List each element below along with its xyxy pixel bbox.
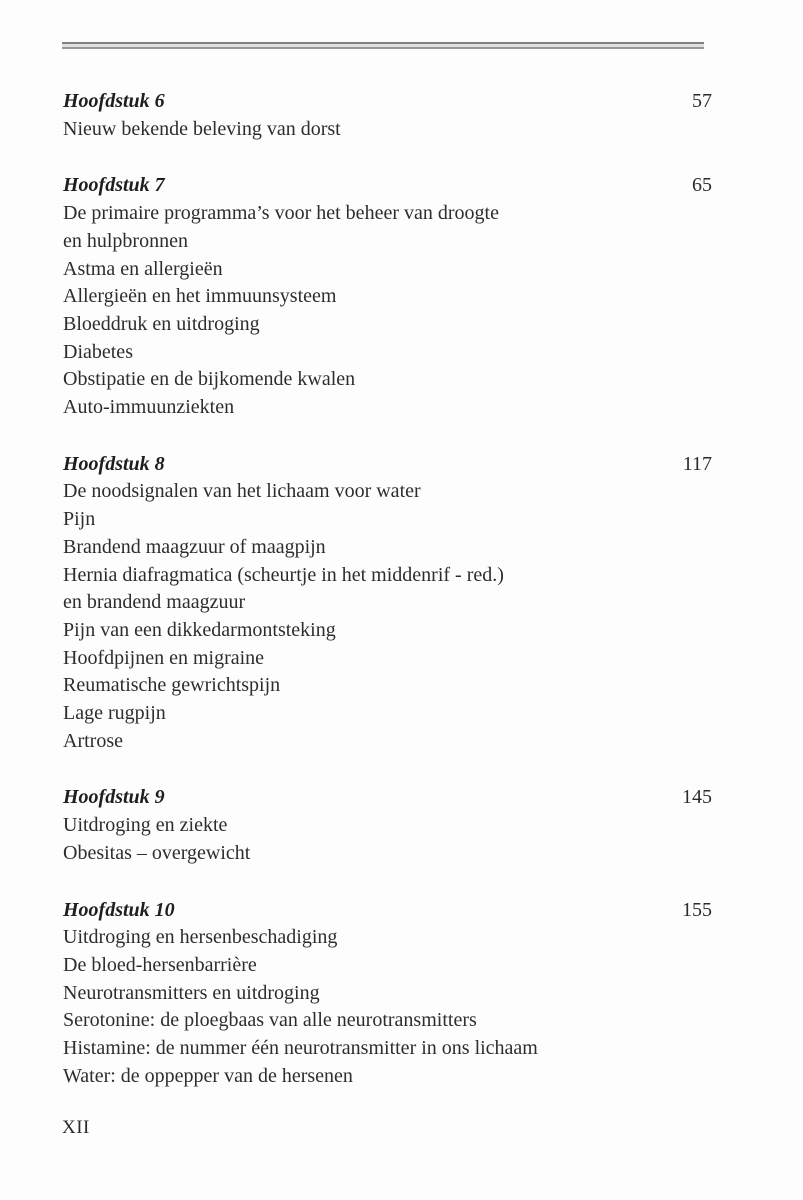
toc-item: Astma en allergieën [63,257,223,280]
toc-item: Pijn [63,508,96,531]
toc-section [63,451,712,756]
toc-section [63,88,712,143]
chapter-heading-row [63,172,712,200]
toc-item: en brandend maagzuur [63,591,246,614]
chapter-title: Hoofdstuk 9 [63,786,165,809]
toc-item: en hulpbronnen [63,229,188,252]
chapter-page-number: 57 [692,90,712,112]
toc-item: Water: de oppepper van de hersenen [63,1064,353,1087]
toc-item: Lage rugpijn [63,702,166,725]
toc-item: Diabetes [63,340,133,363]
toc-item: Bloeddruk en uitdroging [63,312,260,335]
toc-item: Neurotransmitters en uitdroging [63,981,320,1004]
toc-item: Brandend maagzuur of maagpijn [63,535,326,558]
toc-section [63,784,712,867]
toc-item: Histamine: de nummer één neurotransmitter in ons lichaam [63,1037,538,1060]
toc-item: Nieuw bekende beleving van dorst [63,117,341,140]
toc-item: Artrose [63,729,123,752]
toc-item: Serotonine: de ploegbaas van alle neurotransmitters [63,1009,477,1032]
chapter-page-number: 117 [682,452,712,475]
chapter-title: Hoofdstuk 6 [63,90,165,112]
chapter-heading-row [63,897,712,925]
chapter-heading-row [63,88,712,116]
toc-item: De primaire programma’s voor het beheer van droogte [63,202,499,225]
toc-item: Obstipatie en de bijkomende kwalen [63,368,356,391]
chapter-title: Hoofdstuk 8 [63,452,165,475]
chapter-title: Hoofdstuk 10 [63,898,175,921]
page-number-roman: XII [62,1117,90,1138]
toc-section [63,897,712,1091]
toc-item: Uitdroging en ziekte [63,814,228,837]
toc-item: Reumatische gewrichtspijn [63,674,281,697]
toc-item: Allergieën en het immuunsysteem [63,285,337,308]
toc-item: De bloed-hersenbarrière [63,953,257,976]
chapter-page-number: 65 [692,174,712,197]
toc-item: Pijn van een dikkedarmontsteking [63,618,336,641]
table-of-contents [63,88,712,1091]
toc-item: Obesitas – overgewicht [63,841,251,864]
chapter-title: Hoofdstuk 7 [63,174,165,197]
chapter-heading-row [63,451,712,479]
toc-item: Uitdroging en hersenbeschadiging [63,926,338,949]
toc-item: De noodsignalen van het lichaam voor water [63,480,421,503]
toc-section [63,172,712,421]
toc-item: Auto-immuunziekten [63,396,235,419]
toc-item: Hernia diafragmatica (scheurtje in het middenrif - red.) [63,563,504,586]
chapter-heading-row [63,784,712,812]
toc-item: Hoofdpijnen en migraine [63,646,265,669]
chapter-page-number: 155 [682,898,712,921]
header-double-rule [62,42,704,49]
chapter-page-number: 145 [682,786,712,809]
